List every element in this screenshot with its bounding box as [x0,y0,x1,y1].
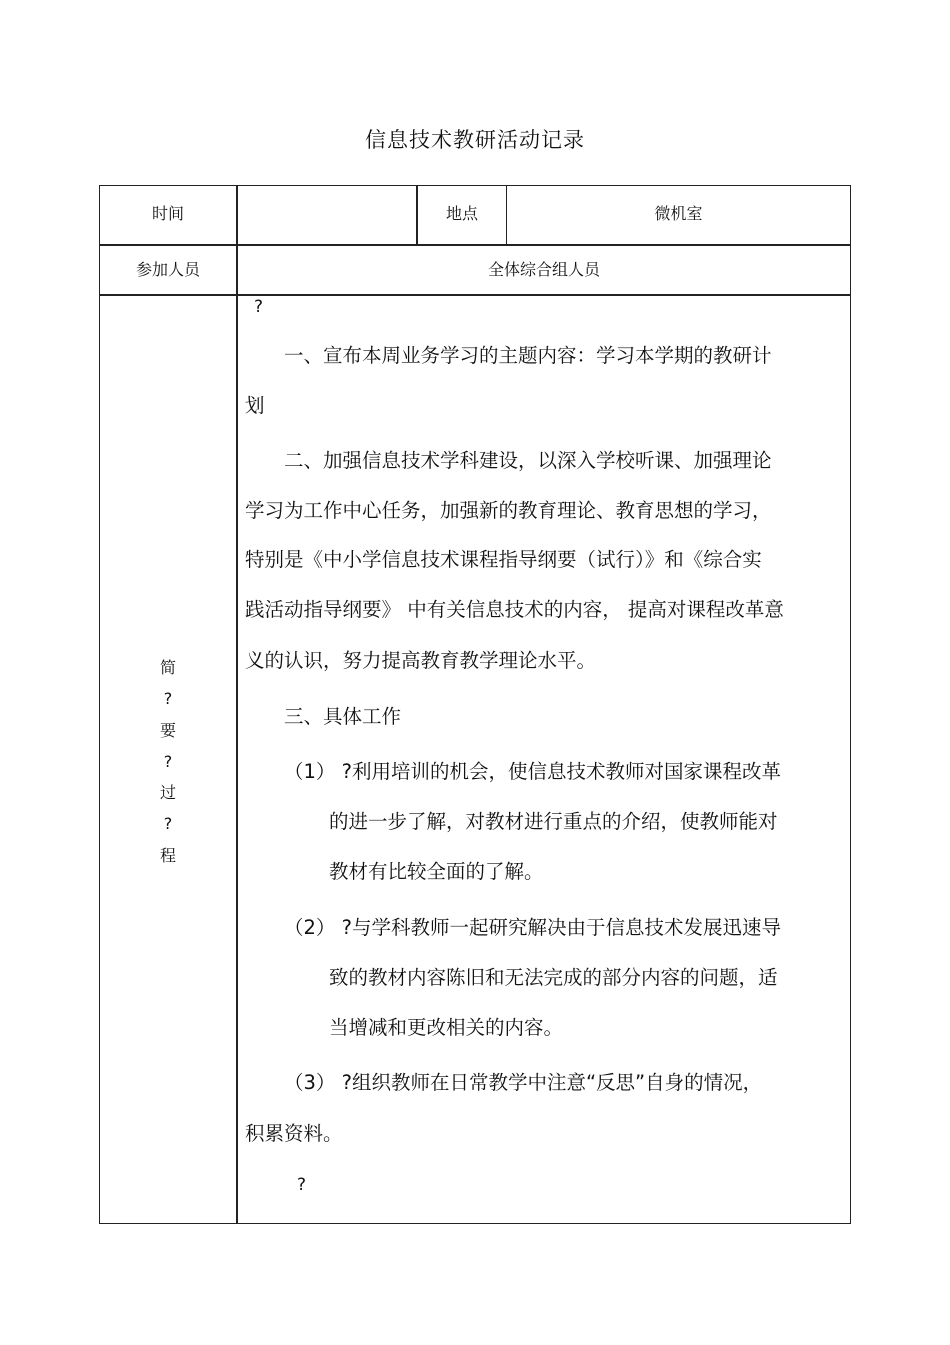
place-label: 地点 [445,204,478,223]
participants-label: 参加人员 [135,260,200,279]
participants-value: 全体综合组人员 [487,260,600,279]
process-line: 致的教材内容陈旧和无法完成的部分内容的问题，适 [329,966,778,989]
process-label-char: ? [163,751,173,771]
process-line: 一、宣布本周业务学习的主题内容：学习本学期的教研计 [284,344,772,367]
process-label-char: ? [163,689,173,709]
process-line: 学习为工作中心任务，加强新的教育理论、教育思想的学习， [245,499,772,522]
process-line: （2） ?与学科教师一起研究解决由于信息技术发展迅速导 [284,916,781,939]
process-label-char: ? [163,814,173,834]
process-line: 的进一步了解，对教材进行重点的介绍，使教师能对 [329,810,778,833]
table-border-right [850,185,851,1224]
process-line: 积累资料。 [245,1122,343,1145]
process-label-char: 过 [159,783,176,803]
process-label-char: 程 [159,845,176,865]
time-label: 时间 [151,204,184,223]
process-line: 义的认识，努力提高教育教学理论水平。 [245,649,597,672]
process-line: 教材有比较全面的了解。 [329,860,544,883]
table-column-divider [236,185,238,1224]
process-label [100,652,236,871]
process-line: 当增减和更改相关的内容。 [329,1016,564,1039]
process-line: 特别是《中小学信息技术课程指导纲要（试行）》和《综合实 [245,548,762,571]
process-line: （3） ?组织教师在日常教学中注意“反思”自身的情况， [284,1071,763,1094]
row-divider-1 [99,244,851,246]
table-border-bottom [99,1223,851,1224]
process-line: 二、加强信息技术学科建设，以深入学校听课、加强理论 [284,449,772,472]
process-line: ? [297,1175,307,1195]
table-border-top [99,185,851,186]
place-value: 微机室 [654,204,703,223]
process-line: 三、具体工作 [284,705,402,728]
process-label-char: 简 [159,658,176,677]
page-title: 信息技术教研活动记录 [365,128,585,152]
row-divider-2 [99,294,851,296]
process-line: ? [254,297,264,317]
process-line: 划 [245,394,265,417]
process-line: （1） ?利用培训的机会，使信息技术教师对国家课程改革 [284,760,781,783]
process-label-char: 要 [159,720,176,740]
process-line: 践活动指导纲要》 中有关信息技术的内容， 提高对课程改革意 [245,598,784,621]
